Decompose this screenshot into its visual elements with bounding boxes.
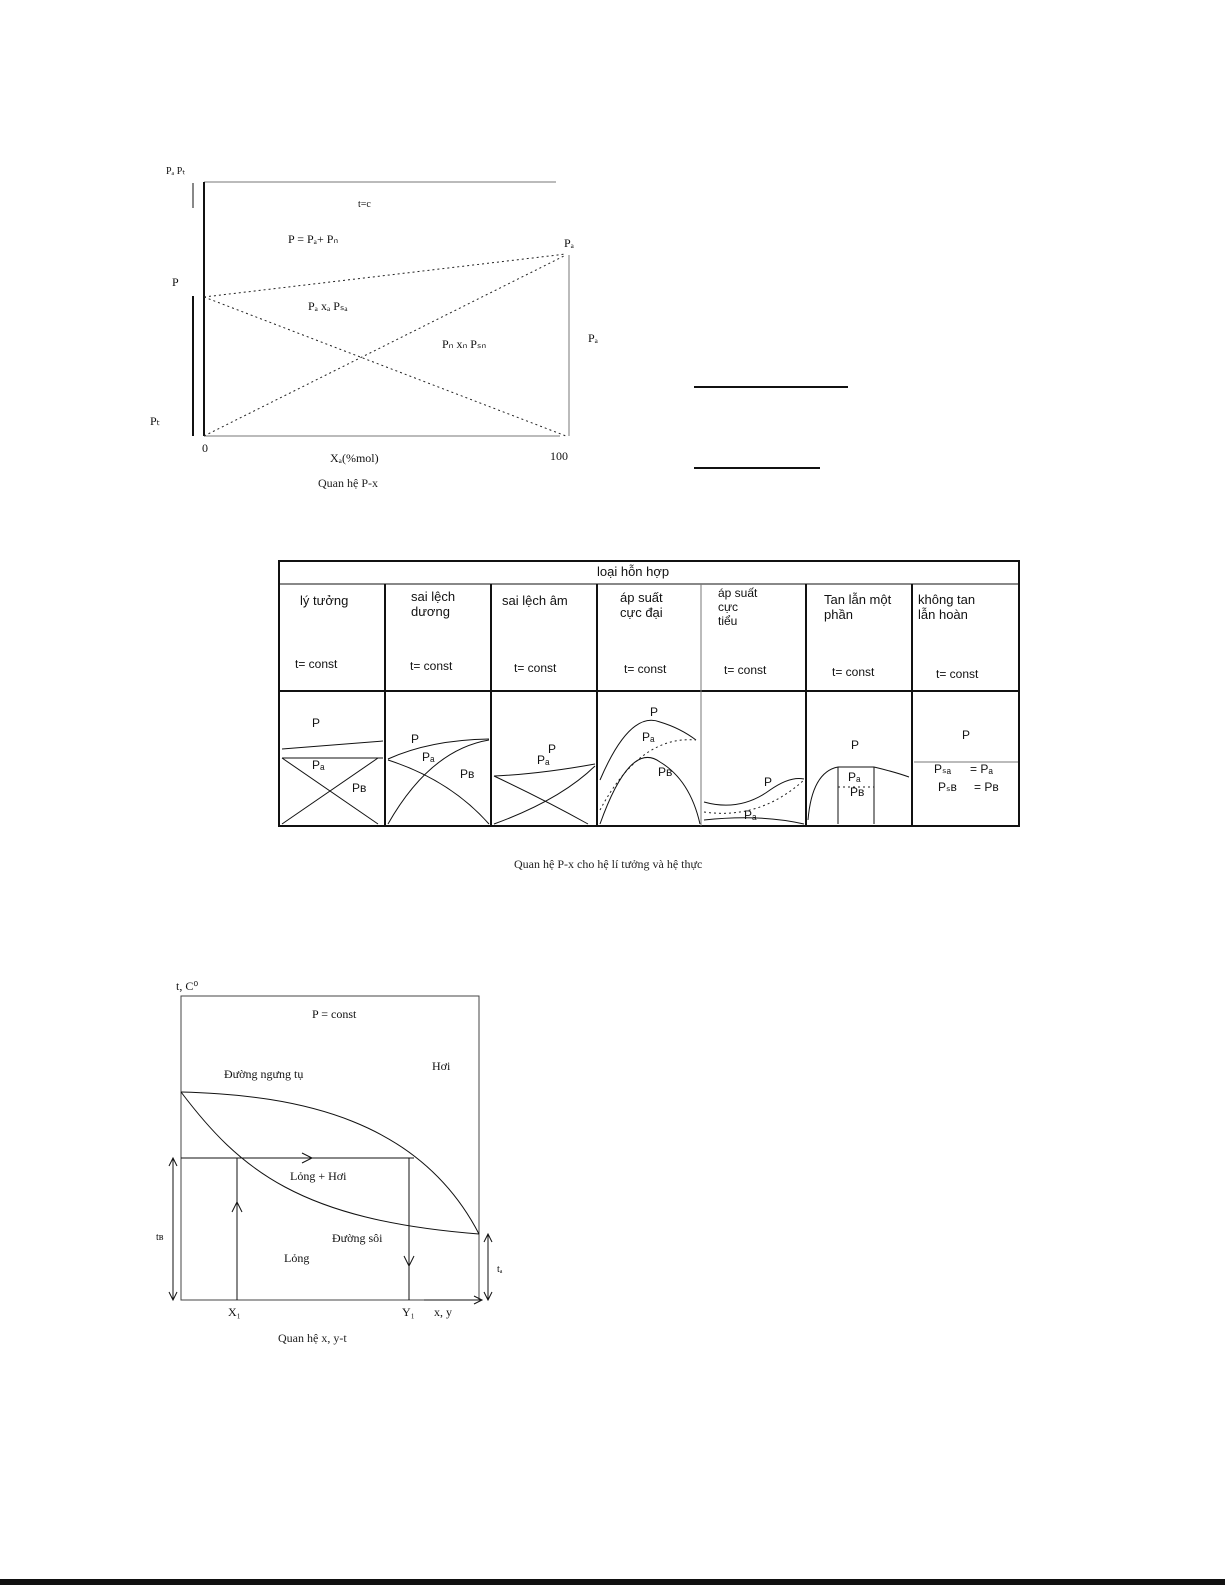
col-title-ideal: lý tưởng	[300, 593, 349, 608]
pb-partial-line	[204, 297, 566, 436]
negative-pa-label: Pₐ	[537, 753, 550, 767]
figure2-caption: Quan hệ P-x cho hệ lí tưởng và hệ thực	[514, 857, 703, 871]
partial-pb-label: Pв	[850, 785, 865, 799]
dew-curve	[181, 1092, 479, 1234]
xy-axis-label: x, y	[434, 1305, 452, 1319]
pb-bottom-label: Pₜ	[150, 414, 161, 428]
ideal-pb-label: Pв	[352, 781, 367, 795]
immiscible-psa-label: Pₛₐ	[934, 762, 951, 776]
immiscible-psb-label: Pₛв	[938, 780, 957, 794]
ideal-p-line	[282, 741, 383, 749]
liquid-region-label: Lỏng	[284, 1251, 310, 1265]
pa-line-label: Pₐ xₐ Pₛₐ	[308, 299, 348, 313]
x1-label: X₁	[228, 1305, 241, 1319]
positive-p-label: P	[411, 732, 420, 746]
y-axis-label: t, C⁰	[176, 979, 199, 993]
col-title-maxp-2: cực đại	[620, 605, 663, 620]
pressure-condition: P = const	[312, 1007, 357, 1021]
immiscible-eq-a: = Pₐ	[970, 762, 993, 776]
two-phase-label: Lỏng + Hơi	[290, 1169, 347, 1183]
col-cond-minp: t= const	[724, 663, 767, 677]
maxp-pa-label: Pₐ	[642, 730, 655, 744]
minp-pa-label: Pₐ	[744, 808, 757, 822]
partial-p-label: P	[851, 738, 860, 752]
table-header: loại hỗn hợp	[597, 564, 670, 579]
col-title-positive-1: sai lệch	[411, 589, 456, 604]
col-cond-ideal: t= const	[295, 657, 338, 671]
total-pressure-line	[204, 254, 566, 297]
vapor-region-label: Hơi	[432, 1059, 451, 1073]
immiscible-p-label: P	[962, 728, 971, 742]
col-title-immiscible-1: không tan	[918, 592, 976, 607]
col-cond-maxp: t= const	[624, 662, 667, 676]
col-title-negative: sai lệch âm	[502, 593, 568, 608]
ta-label: tₐ	[497, 1264, 503, 1275]
pa-side-label: Pₐ	[588, 331, 598, 345]
maxp-pb-label: Pв	[658, 765, 673, 779]
col-cond-immiscible: t= const	[936, 667, 979, 681]
x-min-label: 0	[202, 441, 208, 455]
figure-px-ideal	[0, 0, 1225, 520]
x-axis-label: Xₐ(%mol)	[330, 451, 379, 465]
tb-label: tв	[156, 1232, 164, 1243]
figure-mixture-table	[0, 550, 1225, 890]
minp-p-label: P	[764, 775, 773, 789]
underline-rule-2	[694, 467, 820, 469]
partial-pa-label: Pₐ	[848, 770, 861, 784]
col-title-positive-2: dương	[411, 604, 450, 619]
y-axis-label: Pₐ Pₜ	[166, 166, 186, 177]
col-title-minp-1: áp suất	[718, 586, 758, 600]
maxp-p-label: P	[650, 705, 659, 719]
pb-left-label: P	[172, 275, 179, 289]
ideal-p-label: P	[312, 716, 321, 730]
pa-partial-line	[204, 255, 566, 436]
col-cond-positive: t= const	[410, 659, 453, 673]
partial-left-curve	[808, 767, 838, 820]
col-title-immiscible-2: lẫn hoàn	[918, 607, 968, 622]
page-bottom-border	[0, 1579, 1225, 1585]
col-title-maxp-1: áp suất	[620, 590, 663, 605]
positive-pb-label: Pв	[460, 767, 475, 781]
immiscible-eq-b: = Pв	[974, 780, 999, 794]
col-title-partial-1: Tan lẫn một	[824, 592, 892, 607]
y1-label: Y₁	[402, 1305, 415, 1319]
col-title-minp-3: tiểu	[718, 614, 738, 628]
minp-p-curve	[704, 778, 804, 805]
col-title-minp-2: cực	[718, 600, 739, 614]
bubble-line-label: Đường sôi	[332, 1231, 383, 1245]
pa-right-label: Pₐ	[564, 236, 574, 250]
figure1-caption: Quan hệ P-x	[318, 476, 378, 490]
col-cond-partial: t= const	[832, 665, 875, 679]
diagram-frame	[181, 996, 479, 1300]
positive-p-curve	[388, 739, 489, 759]
ideal-pa-label: Pₐ	[312, 758, 325, 772]
col-cond-negative: t= const	[514, 661, 557, 675]
partial-right-curve	[874, 767, 909, 777]
pb-line-label: Pₙ xₙ Pₛₙ	[442, 337, 487, 351]
x-max-label: 100	[550, 449, 568, 463]
temperature-mark: t=c	[358, 199, 371, 210]
positive-pa-label: Pₐ	[422, 750, 435, 764]
maxp-pb-curve	[600, 757, 700, 824]
col-title-partial-2: phần	[824, 607, 853, 622]
dew-line-label: Đường ngưng tụ	[224, 1067, 304, 1081]
underline-rule-1	[694, 386, 848, 388]
figure3-caption: Quan hệ x, y-t	[278, 1331, 347, 1345]
total-pressure-label: P = Pₐ+ Pₙ	[288, 232, 339, 246]
negative-p-label: P	[548, 742, 557, 756]
figure-xyt	[0, 970, 1225, 1390]
